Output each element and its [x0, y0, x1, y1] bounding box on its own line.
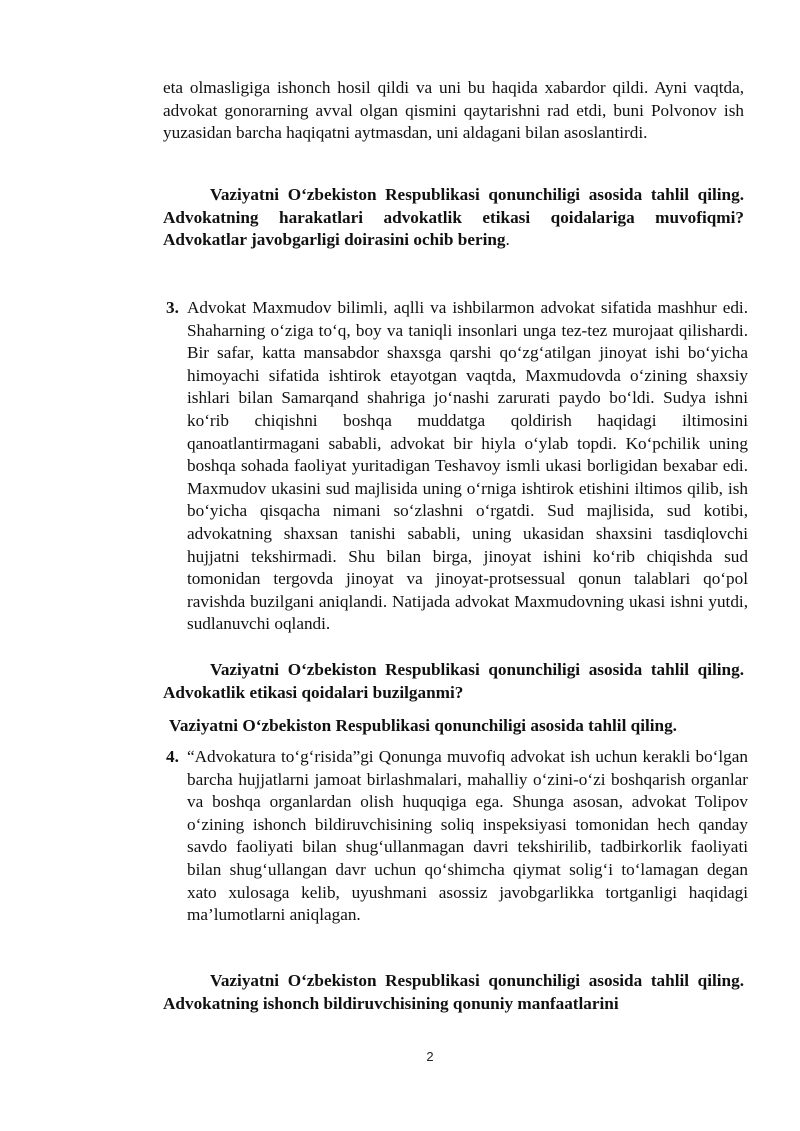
item-number-4: 4. — [166, 747, 179, 766]
case-item-3 — [163, 297, 748, 636]
question-4: Vaziyatni O‘zbekiston Respublikasi qonunchiligi asosida tahlil qiling. Advokatning ishonch bildiruvchisining qonuniy manfaatlarini — [163, 971, 744, 1013]
item-number-3: 3. — [166, 298, 179, 317]
question-2: Vaziyatni O‘zbekiston Respublikasi qonunchiligi asosida tahlil qiling. Advokatlik etikasi qoidalari buzilganmi? — [163, 660, 744, 702]
page-number: 2 — [426, 1049, 434, 1064]
item-3-text: Advokat Maxmudov bilimli, aqlli va ishbilarmon advokat sifatida mashhur edi. Shaharning o‘ziga to‘q, boy va taniqli insonlari unga tez-tez murojaat qilishardi. Bir safar, katta mansabdor shaxsga qarshi qo‘zg‘atilgan jinoyat ishi bo‘yicha himoyachi sifatida ishtirok etayotgan vaqtda, Maxmudovda o‘zining shaxsiy ishlari bilan Samarqand shahriga jo‘nashi zarurati paydo bo‘ldi. Sudya ishni ko‘rib chiqishni boshqa muddatga qoldirish haqidagi iltimosini qanoatlantirmagani sababli, advokat bir hiyla o‘ylab topdi. Ko‘pchilik uning boshqa sohada faoliyat yuritadigan Teshavoy ismli ukasi borligidan bexabar edi. Maxmudov ukasini sud majlisida uning o‘rniga ishtirok etishini iltimos qilib, ish bo‘yicha qisqacha nimani so‘zlashni o‘rgatdi. Sud majlisida, sud kotibi, advokatning shaxsan tanishi sababli, uning ukasidan shaxsini tasdiqlovchi hujjatni tekshirmadi. Shu bilan birga, jinoyat ishini ko‘rib chiqishda sud tomonidan tergovda jinoyat va jinoyat-protsessual qonun talablari qo‘pol ravishda buzilgani aniqlandi. Natijada advokat Maxmudovning ukasi ishni yutdi, sudlanuvchi oqlandi. — [187, 298, 748, 634]
question-1-period: . — [505, 230, 510, 250]
item-4-text: “Advokatura to‘g‘risida”gi Qonunga muvofiq advokat ish uchun kerakli bo‘lgan barcha hujjatlarni jamoat birlashmalari, mahalliy o‘zini-o‘zi boshqarish organlar va boshqa organlardan olish huquqiga ega. Shunga asosan, advokat Tolipov o‘zining ishonch bildiruvchisining soliq inspeksiyasi tomonidan hech qanday savdo faoliyati bilan shug‘ullanmagan davri tekshirilib, tadbirkorlik faoliyati bilan shug‘ullangan davr uchun qo‘shimcha qiymat solig‘i to‘lamagan degan xato xulosaga kelib, uyushmani asossiz javobgarlikka tortganligi haqidagi ma’lumotlarni aniqlagan. — [187, 747, 748, 925]
question-3: Vaziyatni O‘zbekiston Respublikasi qonunchiligi asosida tahlil qiling. — [169, 716, 677, 735]
paragraph-continuation: eta olmasligiga ishonch hosil qildi va uni bu haqida xabardor qildi. Ayni vaqtda, advokat gonorarning avval olgan qismini qaytarishni rad etdi, buni Polvonov ish yuzasidan barcha haqiqatni aytmasdan, uni aldagani bilan asoslantirdi. — [163, 78, 744, 143]
question-1 — [163, 184, 744, 252]
case-item-4 — [163, 746, 748, 927]
question-1-text: Vaziyatni O‘zbekiston Respublikasi qonunchiligi asosida tahlil qiling. Advokatning harakatlari advokatlik etikasi qoidalariga muvofiqmi? Advokatlar javobgarligi doirasini ochib bering — [163, 185, 744, 250]
